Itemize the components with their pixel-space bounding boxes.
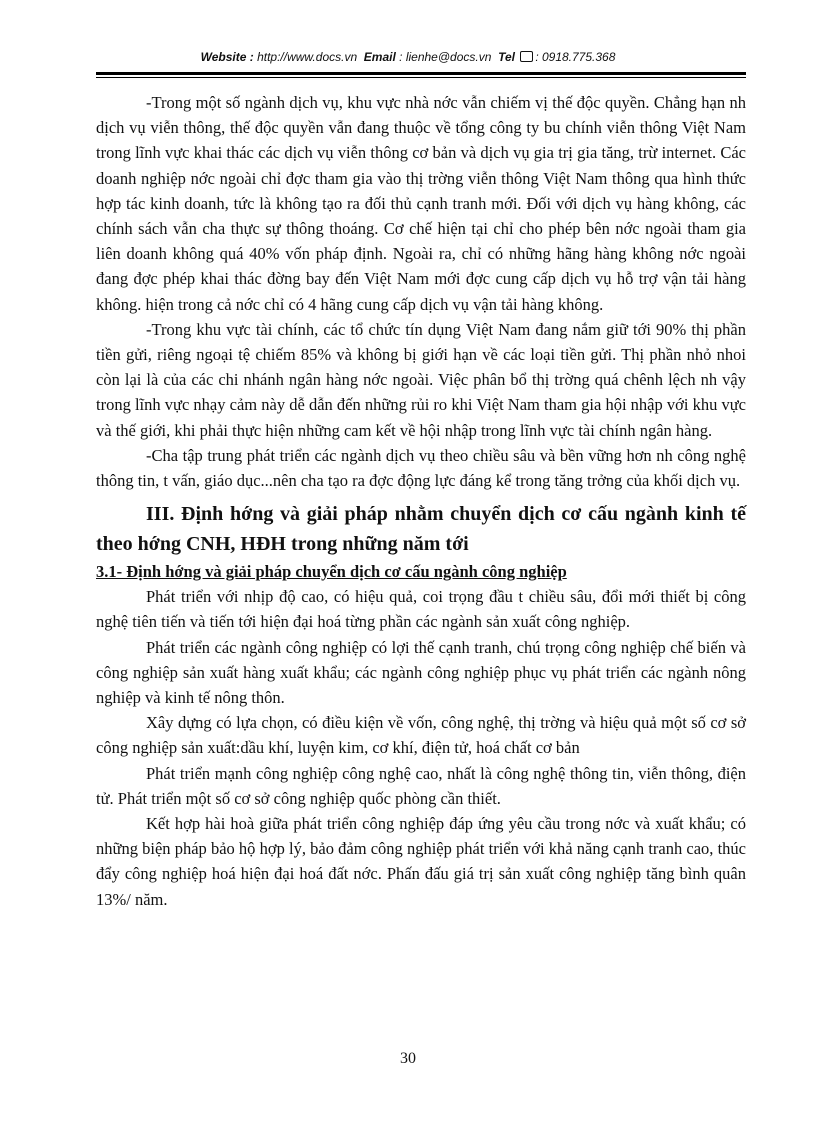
document-body — [96, 90, 746, 912]
phone-icon — [520, 51, 533, 62]
paragraph-industry-3: Xây dựng có lựa chọn, có điều kiện về vốn, công nghệ, thị trờng và hiệu quả một số cơ sở công nghiệp sản xuất:dầu khí, luyện kim, cơ khí, điện tử, hoá chất cơ bản — [96, 713, 746, 758]
paragraph-industry-1: Phát triển với nhịp độ cao, có hiệu quả, coi trọng đầu t chiều sâu, đổi mới thiết bị công nghệ tiên tiến và tiến tới hiện đại hoá từng phần các ngành sản xuất công nghiệp. — [96, 587, 746, 632]
website-url[interactable]: http://www.docs.vn — [257, 50, 358, 64]
page-header — [0, 50, 816, 64]
subsection-title: 3.1- Định hớng và giải pháp chuyển dịch cơ cấu ngành công nghiệp — [96, 562, 567, 582]
paragraph-state-monopoly: -Trong một số ngành dịch vụ, khu vực nhà nớc vẫn chiếm vị thế độc quyền. Chẳng hạn nh dịch vụ viễn thông, thế độc quyền vẫn đang thuộc về tổng công ty bu chính viễn thông Việt Nam trong lĩnh vực khai thác các dịch vụ viễn thông cơ bản và dịch vụ gia trị gia tăng, trừ internet. Các doanh nghiệp nớc ngoài chỉ đợc tham gia vào thị trờng viễn thông Việt Nam thông qua hình thức hợp tác kinh doanh, tức là không tạo ra đối thủ cạnh tranh mới. Đối với dịch vụ hàng không, các chính sách vẫn cha thực sự thông thoáng. Cơ chế hiện tại chỉ cho phép bên nớc ngoài tham gia liên doanh không quá 40% vốn pháp định. Ngoài ra, chỉ có những hãng hàng không nớc ngoài đang đợc phép khai thác đờng bay đến Việt Nam mới đợc cung cấp dịch vụ hỗ trợ vận tải hàng không. hiện trong cả nớc chỉ có 4 hãng cung cấp dịch vụ vận tải hàng không. — [96, 93, 746, 314]
tel-label: Tel — [498, 50, 515, 64]
page-number: 30 — [400, 1050, 416, 1067]
paragraph-industry-5: Kết hợp hài hoà giữa phát triển công nghiệp đáp ứng yêu cầu trong nớc và xuất khẩu; có những biện pháp bảo hộ hợp lý, bảo đảm công nghiệp phát triển với khả năng cạnh tranh cao, thúc đẩy công nghiệp hoá hiện đại hoá đất nớc. Phấn đấu giá trị sản xuất công nghiệp tăng bình quân 13%/ năm. — [96, 814, 746, 909]
email-value[interactable]: : lienhe@docs.vn — [399, 50, 492, 64]
website-label: Website : — [200, 50, 254, 64]
email-label: Email — [363, 50, 396, 64]
header-rule-thick — [96, 72, 746, 75]
paragraph-industry-2: Phát triển các ngành công nghiệp có lợi thế cạnh tranh, chú trọng công nghiệp chế biến và công nghiệp sản xuất hàng xuất khẩu; các ngành công nghiệp phục vụ phát triển các ngành nông nghiệp và kinh tế nông thôn. — [96, 637, 746, 708]
paragraph-services-depth: -Cha tập trung phát triển các ngành dịch vụ theo chiều sâu và bền vững hơn nh công nghệ thông tin, t vấn, giáo dục...nên cha tạo ra đợc động lực đáng kể trong tăng trởng của khối dịch vụ. — [96, 445, 746, 491]
paragraph-industry-4: Phát triển mạnh công nghiệp công nghệ cao, nhất là công nghệ thông tin, viễn thông, điện tử. Phát triển một số cơ sở công nghiệp quốc phòng cần thiết. — [96, 763, 746, 808]
header-rule-thin — [96, 77, 746, 78]
paragraph-finance: -Trong khu vực tài chính, các tổ chức tín dụng Việt Nam đang nắm giữ tới 90% thị phần tiền gửi, riêng ngoại tệ chiếm 85% và không bị giới hạn về các loại tiền gửi. Thị phần nhỏ nhoi còn lại là của các chi nhánh ngân hàng nớc ngoài. Việc phân bổ thị trờng quá chênh lệch nh vậy trong lĩnh vực nhạy cảm này dễ dẫn đến những rủi ro khi Việt Nam tham gia hội nhập với khu vực và thế giới, khi phải thực hiện những cam kết về hội nhập trong lĩnh vực tài chính ngân hàng. — [96, 319, 746, 440]
section-title: III. Định hớng và giải pháp nhằm chuyển dịch cơ cấu ngành kinh tế theo hớng CNH, HĐH trong những năm tới — [96, 503, 746, 556]
tel-value: : 0918.775.368 — [535, 50, 616, 64]
